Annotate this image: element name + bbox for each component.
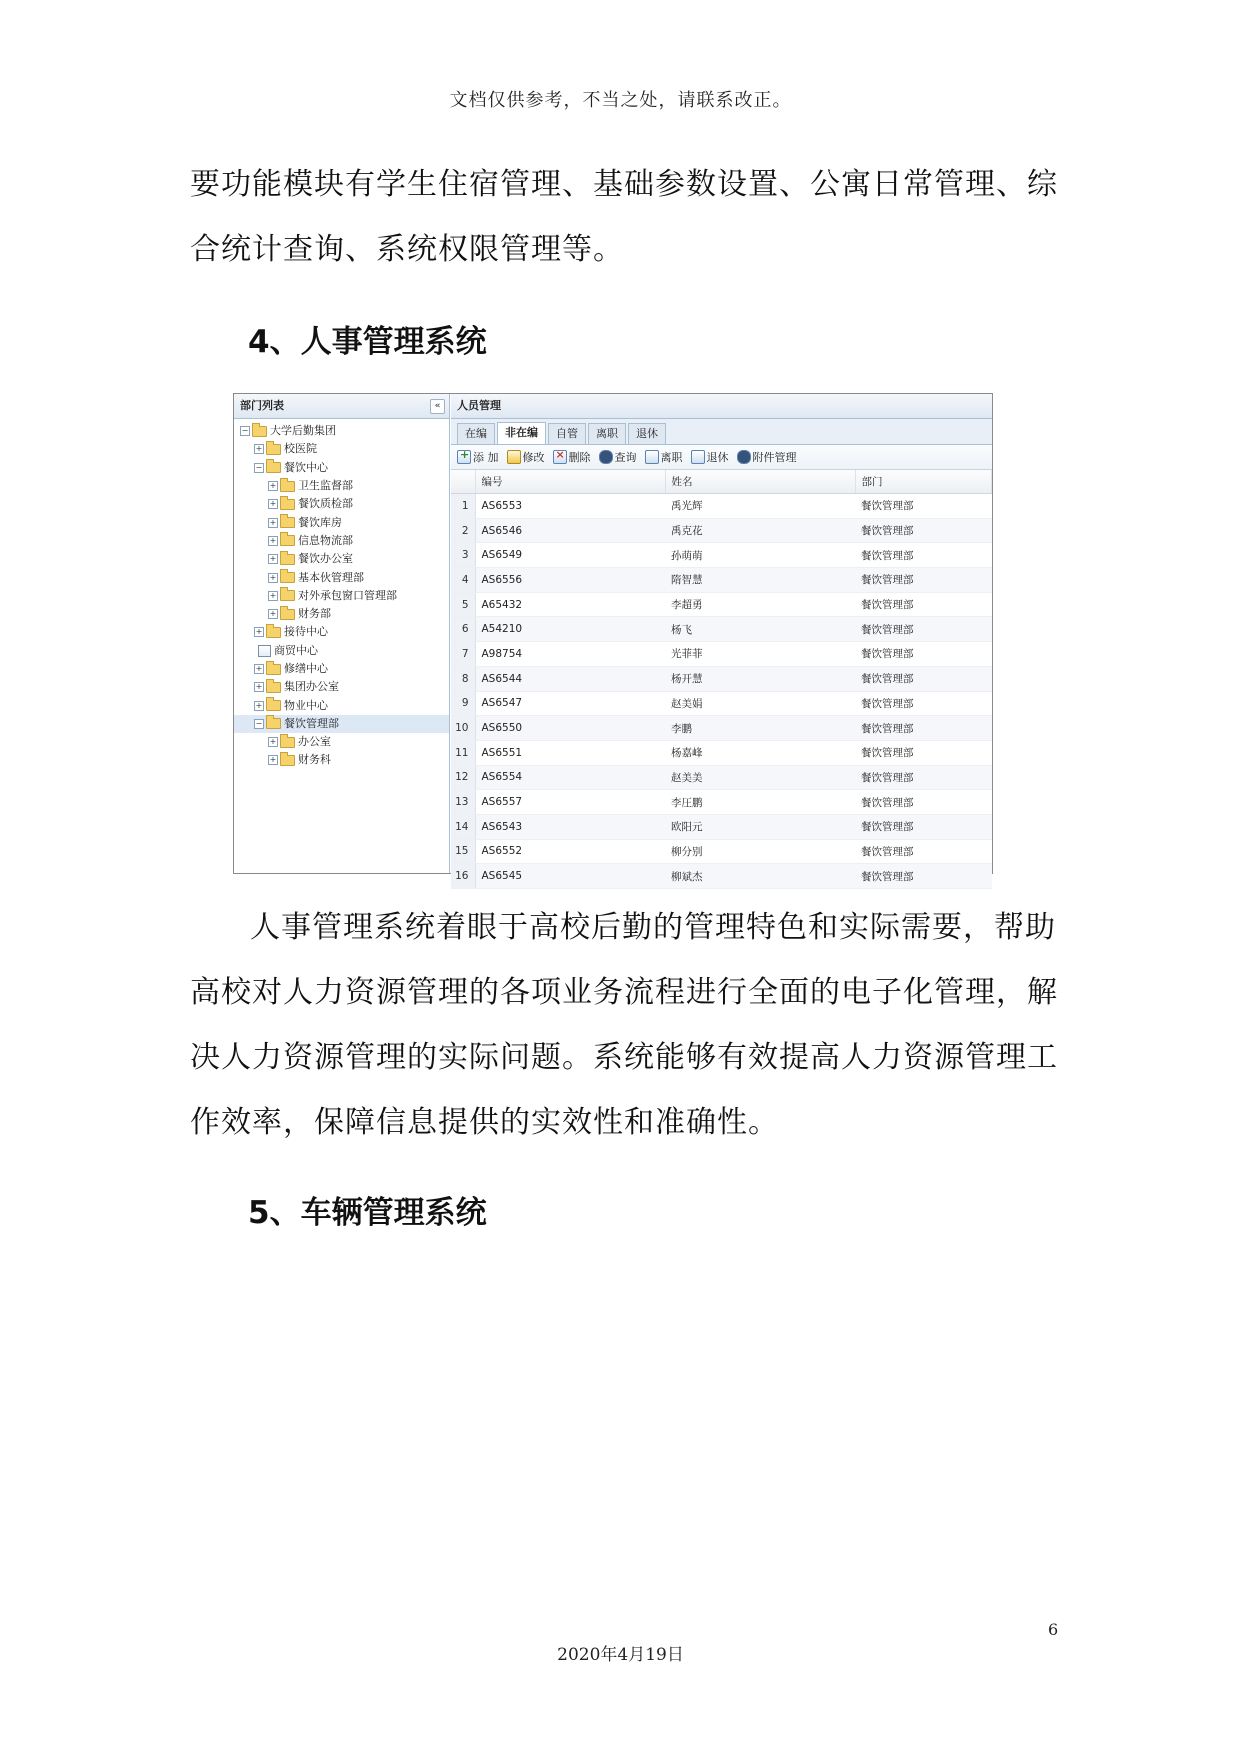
folder-icon [266, 700, 281, 711]
expand-icon[interactable]: + [269, 481, 277, 491]
staff-grid [451, 470, 992, 889]
table-row[interactable] [451, 864, 992, 889]
tree-node[interactable] [234, 587, 449, 605]
cell-id: AS6547 [475, 691, 665, 716]
tree-node[interactable] [234, 568, 449, 586]
expand-icon[interactable]: + [269, 517, 277, 527]
tree-node[interactable] [234, 605, 449, 623]
folder-icon [266, 718, 281, 729]
tree-node[interactable] [234, 623, 449, 641]
row-number: 3 [451, 543, 475, 568]
tree-node[interactable] [234, 696, 449, 714]
tree-node[interactable] [234, 459, 449, 477]
grid-header-rownum [451, 470, 475, 494]
folder-icon [280, 590, 295, 601]
table-row[interactable] [451, 666, 992, 691]
cell-dept: 餐饮管理部 [855, 642, 992, 667]
expand-icon[interactable]: + [255, 627, 263, 637]
cell-dept: 餐饮管理部 [855, 716, 992, 741]
toolbar-button[interactable] [737, 449, 797, 465]
cell-name: 赵美娟 [665, 691, 855, 716]
cell-id: AS6554 [475, 765, 665, 790]
document-icon [645, 450, 659, 464]
tree-node-label: 集团办公室 [284, 680, 339, 694]
toolbar-button-label: 添 加 [473, 451, 499, 464]
hr-system-screenshot [233, 393, 993, 883]
grid-header-name[interactable]: 姓名 [665, 470, 855, 494]
expand-icon[interactable]: + [269, 554, 277, 564]
table-row[interactable] [451, 568, 992, 593]
table-row[interactable] [451, 740, 992, 765]
heading-vehicle-system: 5、车辆管理系统 [248, 1195, 487, 1231]
toolbar-button[interactable] [553, 449, 591, 465]
cell-id: AS6557 [475, 790, 665, 815]
folder-icon [280, 499, 295, 510]
footer-date: 2020年4月19日 [557, 1645, 684, 1665]
table-row[interactable] [451, 543, 992, 568]
tree-node-label: 物业中心 [284, 698, 328, 712]
tab-2[interactable]: 非在编 [497, 422, 546, 444]
collapse-node-icon[interactable]: − [255, 462, 263, 472]
cell-name: 柳分别 [665, 839, 855, 864]
expand-icon[interactable]: + [269, 590, 277, 600]
cell-id: AS6550 [475, 716, 665, 741]
cell-dept: 餐饮管理部 [855, 592, 992, 617]
tree-node-label: 办公室 [298, 735, 331, 749]
cell-id: AS6543 [475, 814, 665, 839]
intro-paragraph: 要功能模块有学生住宿管理、基础参数设置、公寓日常管理、综合统计查询、系统权限管理等。 [190, 167, 1058, 267]
cell-id: AS6545 [475, 864, 665, 889]
folder-icon [280, 572, 295, 583]
cell-name: 杨开慧 [665, 666, 855, 691]
cell-id: A65432 [475, 592, 665, 617]
table-row[interactable] [451, 814, 992, 839]
folder-icon [266, 444, 281, 455]
tree-node-label: 餐饮管理部 [284, 716, 339, 730]
table-row[interactable] [451, 765, 992, 790]
tree-node-label: 基本伙管理部 [298, 570, 364, 584]
folder-icon [266, 462, 281, 473]
cell-id: A54210 [475, 617, 665, 642]
toolbar-button[interactable] [645, 449, 683, 465]
row-number: 11 [451, 740, 475, 765]
cell-dept: 餐饮管理部 [855, 617, 992, 642]
row-number: 7 [451, 642, 475, 667]
tree-node-label: 商贸中心 [274, 643, 318, 657]
table-row[interactable] [451, 790, 992, 815]
table-row[interactable] [451, 839, 992, 864]
tree-node-label: 餐饮办公室 [298, 552, 353, 566]
tab-3[interactable]: 自管 [548, 423, 586, 444]
folder-icon [280, 517, 295, 528]
row-number: 5 [451, 592, 475, 617]
row-number: 2 [451, 518, 475, 543]
tree-node-label: 修缮中心 [284, 662, 328, 675]
cell-id: A98754 [475, 642, 665, 667]
tree-node[interactable] [234, 477, 449, 495]
tree-node-label: 接待中心 [284, 625, 328, 639]
tree-node-label: 财务科 [298, 753, 331, 767]
table-row[interactable] [451, 518, 992, 543]
folder-icon [252, 426, 267, 437]
expand-icon[interactable]: + [269, 755, 277, 765]
department-panel-title [234, 394, 449, 419]
tree-node-label: 餐饮库房 [298, 515, 342, 529]
expand-icon[interactable]: + [269, 572, 277, 582]
tab-1[interactable]: 在编 [457, 423, 495, 444]
cell-dept: 餐饮管理部 [855, 568, 992, 593]
tab-4[interactable]: 离职 [588, 423, 626, 444]
cell-id: AS6552 [475, 839, 665, 864]
heading-hr-system: 4、人事管理系统 [248, 324, 487, 360]
staff-panel-title: 人员管理 [451, 394, 992, 419]
tree-node[interactable] [234, 495, 449, 513]
cell-name: 禹光辉 [665, 494, 855, 519]
staff-toolbar [451, 445, 992, 470]
hr-description-paragraph: 人事管理系统着眼于高校后勤的管理特色和实际需要，帮助高校对人力资源管理的各项业务流程进行全面的电子化管理，解决人力资源管理的实际问题。系统能够有效提高人力资源管理工作效率，保障信息提供的实效性和准确性。 [190, 910, 1058, 1140]
cell-dept: 餐饮管理部 [855, 740, 992, 765]
toolbar-button[interactable] [691, 449, 729, 465]
row-number: 13 [451, 790, 475, 815]
cell-id: AS6544 [475, 666, 665, 691]
grid-header-dept[interactable]: 部门 [855, 470, 992, 494]
tree-node[interactable] [234, 678, 449, 696]
tree-node[interactable] [234, 733, 449, 751]
toolbar-button-label: 附件管理 [752, 451, 797, 464]
expand-icon[interactable]: + [255, 444, 263, 454]
cell-name: 赵美美 [665, 765, 855, 790]
cell-id: AS6556 [475, 568, 665, 593]
toolbar-button-label: 离职 [660, 451, 683, 464]
row-number: 8 [451, 666, 475, 691]
cell-dept: 餐饮管理部 [855, 494, 992, 519]
table-row[interactable] [451, 642, 992, 667]
tree-node[interactable] [234, 715, 449, 733]
document-icon [691, 450, 705, 464]
cell-name: 杨嘉峰 [665, 740, 855, 765]
expand-icon[interactable]: + [269, 609, 277, 619]
tree-node[interactable] [234, 422, 449, 440]
cell-dept: 餐饮管理部 [855, 543, 992, 568]
department-panel [234, 394, 450, 873]
edit-icon [507, 450, 521, 464]
cell-dept: 餐饮管理部 [855, 518, 992, 543]
row-number: 6 [451, 617, 475, 642]
expand-icon[interactable]: + [269, 737, 277, 747]
tab-5[interactable]: 退休 [628, 423, 666, 444]
collapse-icon[interactable]: « [430, 399, 445, 414]
row-number: 1 [451, 494, 475, 519]
toolbar-button-label: 修改 [522, 451, 545, 464]
toolbar-button-label: 删除 [568, 451, 591, 464]
collapse-node-icon[interactable]: − [241, 426, 249, 436]
row-number: 9 [451, 691, 475, 716]
row-number: 10 [451, 716, 475, 741]
tree-node[interactable] [234, 550, 449, 568]
cell-name: 柳斌杰 [665, 864, 855, 889]
cell-id: AS6546 [475, 518, 665, 543]
toolbar-button[interactable] [507, 449, 545, 465]
cell-name: 光菲菲 [665, 642, 855, 667]
tree-node-label: 大学后勤集团 [270, 424, 336, 438]
row-number: 4 [451, 568, 475, 593]
cell-name: 孙萌萌 [665, 543, 855, 568]
cell-name: 欧阳元 [665, 814, 855, 839]
tree-node[interactable] [234, 513, 449, 531]
staff-tabs [451, 419, 992, 445]
expand-icon[interactable]: + [255, 664, 263, 673]
collapse-node-icon[interactable]: − [255, 718, 263, 728]
cell-dept: 餐饮管理部 [855, 691, 992, 716]
tree-node[interactable] [234, 660, 449, 678]
row-number: 15 [451, 839, 475, 864]
folder-icon [266, 682, 281, 693]
folder-icon [280, 535, 295, 546]
search-icon [737, 450, 751, 464]
expand-icon[interactable]: + [269, 535, 277, 545]
department-tree [234, 419, 449, 770]
expand-icon[interactable]: + [269, 499, 277, 509]
cell-name: 禹克花 [665, 518, 855, 543]
cell-dept: 餐饮管理部 [855, 790, 992, 815]
table-row[interactable] [451, 716, 992, 741]
toolbar-button[interactable] [599, 449, 637, 465]
cell-dept: 餐饮管理部 [855, 814, 992, 839]
cell-id: AS6549 [475, 543, 665, 568]
cell-name: 李超勇 [665, 592, 855, 617]
expand-icon[interactable]: + [255, 700, 263, 710]
tree-node-label: 校医院 [284, 442, 317, 456]
tree-node-label: 卫生监督部 [298, 479, 353, 493]
add-icon [457, 450, 471, 464]
row-number: 14 [451, 814, 475, 839]
cell-dept: 餐饮管理部 [855, 765, 992, 790]
grid-header-row [451, 470, 992, 494]
cell-dept: 餐饮管理部 [855, 666, 992, 691]
page-number: 6 [1048, 1620, 1059, 1639]
folder-icon [266, 664, 281, 675]
cell-id: AS6553 [475, 494, 665, 519]
row-number: 12 [451, 765, 475, 790]
row-number: 16 [451, 864, 475, 889]
cell-name: 隋智慧 [665, 568, 855, 593]
cell-name: 杨飞 [665, 617, 855, 642]
toolbar-button-label: 查询 [614, 451, 637, 464]
table-row[interactable] [451, 592, 992, 617]
toolbar-button-label: 退休 [706, 451, 729, 464]
table-row[interactable] [451, 617, 992, 642]
department-panel-title-text: 部门列表 [240, 399, 284, 412]
document-icon [258, 645, 271, 657]
folder-icon [280, 755, 295, 766]
cell-name: 李鹏 [665, 716, 855, 741]
folder-icon [280, 737, 295, 748]
tree-node[interactable] [234, 440, 449, 458]
cell-id: AS6551 [475, 740, 665, 765]
grid-header-id[interactable]: 编号 [475, 470, 665, 494]
header-note: 文档仅供参考，不当之处，请联系改正。 [449, 90, 792, 111]
tree-node-label: 财务部 [298, 607, 331, 621]
cell-name: 李圧鹏 [665, 790, 855, 815]
search-icon [599, 450, 613, 464]
tree-node-label: 信息物流部 [298, 533, 353, 547]
folder-icon [280, 554, 295, 565]
tree-node[interactable] [234, 642, 449, 660]
table-row[interactable] [451, 691, 992, 716]
delete-icon [553, 450, 567, 464]
staff-panel [451, 394, 992, 883]
tree-node[interactable] [234, 532, 449, 550]
tree-node-label: 餐饮中心 [284, 460, 328, 474]
toolbar-button[interactable] [457, 449, 499, 465]
cell-dept: 餐饮管理部 [855, 839, 992, 864]
folder-icon [266, 627, 281, 638]
tree-node[interactable] [234, 751, 449, 769]
cell-dept: 餐饮管理部 [855, 864, 992, 889]
folder-icon [280, 609, 295, 620]
tree-node-label: 餐饮质检部 [298, 497, 353, 511]
tree-node-label: 对外承包窗口管理部 [298, 588, 397, 602]
table-row[interactable] [451, 494, 992, 519]
expand-icon[interactable]: + [255, 682, 263, 692]
folder-icon [280, 481, 295, 492]
